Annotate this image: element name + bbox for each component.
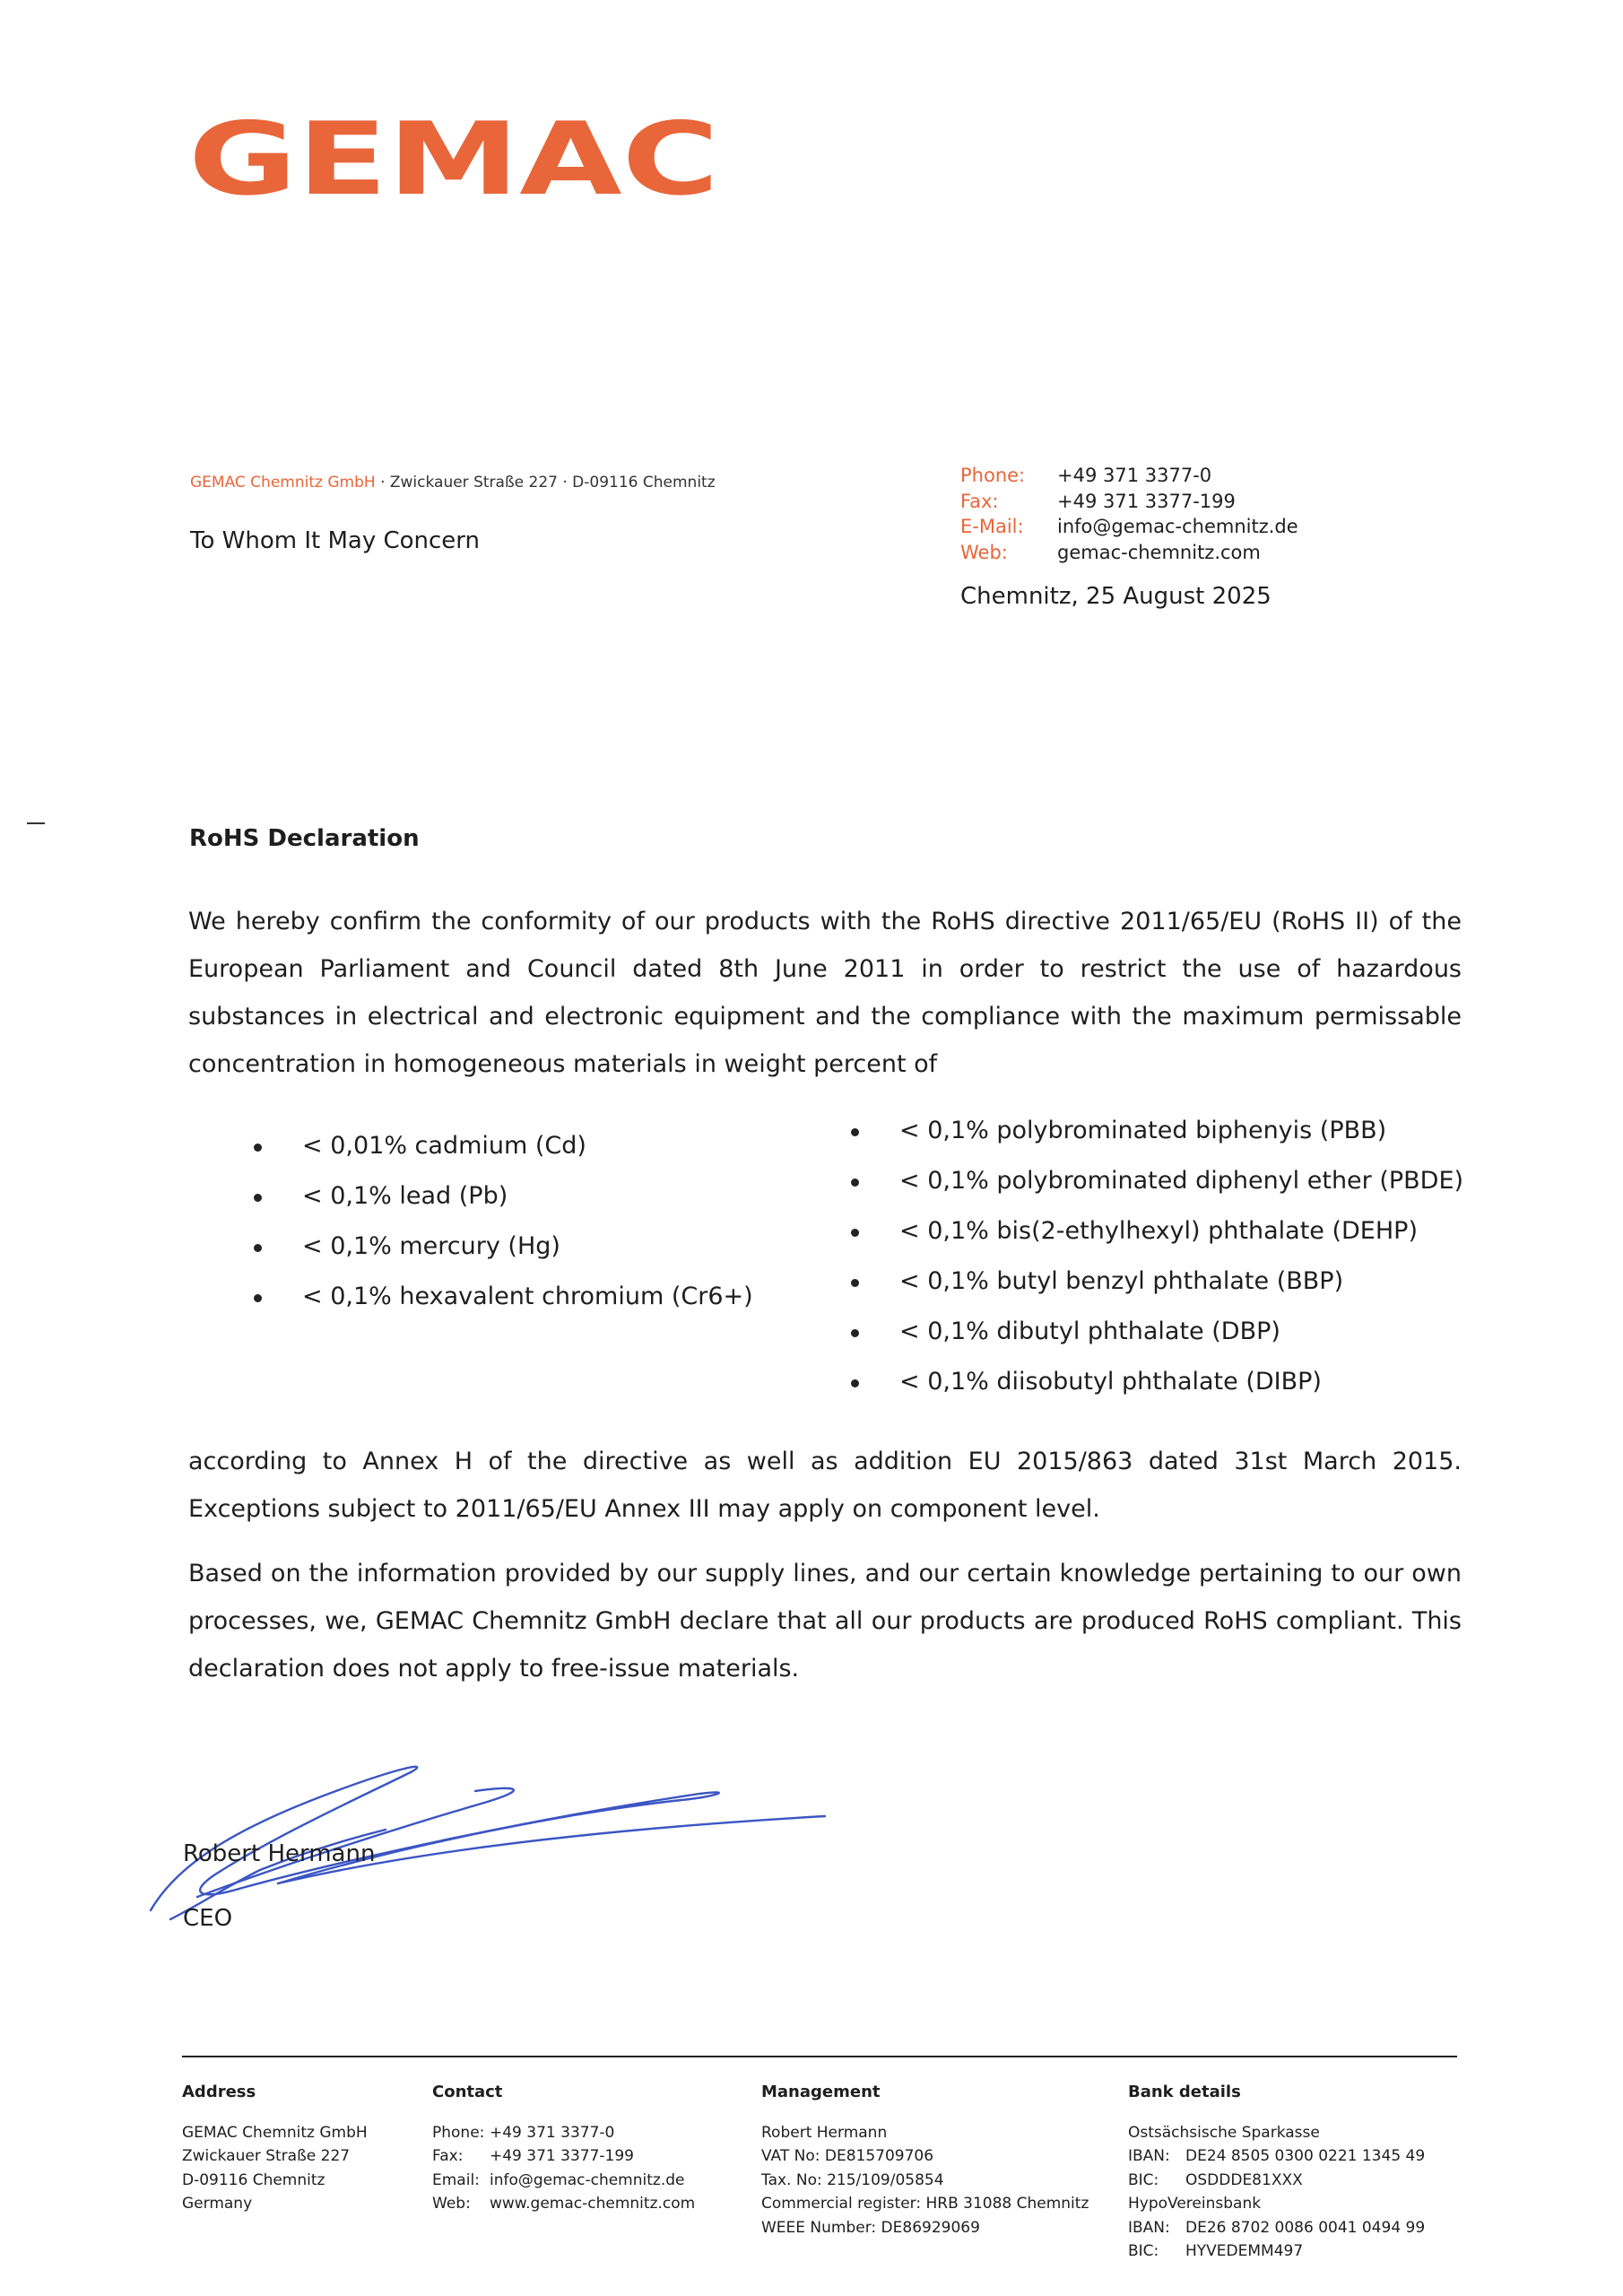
contact-row-email bbox=[960, 514, 1298, 540]
substance-list-right bbox=[899, 1106, 1463, 1407]
list-item: < 0,1% mercury (Hg) bbox=[302, 1222, 753, 1272]
list-item: < 0,1% polybrominated diphenyl ether (PBDE) bbox=[899, 1156, 1463, 1206]
footer-key: Email: bbox=[432, 2170, 480, 2189]
contact-row-web bbox=[960, 540, 1298, 566]
body-paragraph-2: according to Annex H of the directive as well as addition EU 2015/863 dated 31st March 2015. Exceptions subject to 2011/65/EU Annex III may apply on component level. bbox=[188, 1448, 1462, 1523]
footer-line: Robert Hermann bbox=[761, 2123, 888, 2142]
recipient: To Whom It May Concern bbox=[190, 527, 481, 554]
footer-line: GEMAC Chemnitz GmbH bbox=[182, 2123, 368, 2142]
list-item: < 0,1% bis(2-ethylhexyl) phthalate (DEHP) bbox=[899, 1206, 1463, 1257]
list-item: < 0,1% polybrominated biphenyis (PBB) bbox=[899, 1106, 1463, 1156]
sender-company: GEMAC Chemnitz GmbH bbox=[190, 474, 376, 491]
contact-block bbox=[960, 463, 1298, 565]
footer-value: HYVEDEMM497 bbox=[1185, 2242, 1304, 2260]
contact-value: info@gemac-chemnitz.de bbox=[1057, 516, 1298, 537]
footer-address bbox=[182, 2081, 368, 2216]
footer-key: IBAN: bbox=[1128, 2218, 1170, 2237]
sender-address: · Zwickauer Straße 227 · D-09116 Chemnitz bbox=[380, 474, 716, 491]
list-item: < 0,1% hexavalent chromium (Cr6+) bbox=[302, 1272, 753, 1322]
contact-label: Fax: bbox=[960, 490, 999, 512]
signer-title: CEO bbox=[183, 1905, 233, 1932]
body-paragraph-1: We hereby confirm the conformity of our products with the RoHS directive 2011/65/EU (RoHS II) of the European Parliament and Council dated 8th June 2011 in order to restrict the use of hazardous substances in electrical and electronic equipment and the compliance with the maximum permissable concentration in homogeneous materials in weight percent of bbox=[188, 908, 1462, 1078]
body-paragraph-3: Based on the information provided by our supply lines, and our certain knowledge pertaining to our own processes, we, GEMAC Chemnitz GmbH declare that all our products are produced RoHS compliant. This declaration does not apply to free-issue materials. bbox=[188, 1560, 1462, 1683]
list-item: < 0,1% butyl benzyl phthalate (BBP) bbox=[899, 1257, 1463, 1307]
footer-line bbox=[1128, 2144, 1425, 2169]
contact-value: +49 371 3377-199 bbox=[1057, 490, 1236, 512]
contact-label: E-Mail: bbox=[960, 516, 1024, 537]
footer-value: DE26 8702 0086 0041 0494 99 bbox=[1185, 2218, 1426, 2237]
letter-date: Chemnitz, 25 August 2025 bbox=[960, 583, 1271, 610]
footer-key: Fax: bbox=[432, 2147, 464, 2165]
footer-key: BIC: bbox=[1128, 2242, 1159, 2260]
list-item: < 0,01% cadmium (Cd) bbox=[302, 1121, 753, 1171]
footer-value: +49 371 3377-0 bbox=[490, 2123, 615, 2142]
list-item: < 0,1% dibutyl phthalate (DBP) bbox=[899, 1307, 1463, 1357]
footer-line: VAT No: DE815709706 bbox=[761, 2147, 934, 2165]
footer-divider bbox=[182, 2056, 1457, 2057]
footer-value: www.gemac-chemnitz.com bbox=[490, 2195, 696, 2213]
footer-heading: Contact bbox=[432, 2083, 503, 2101]
substance-list-left bbox=[302, 1121, 753, 1322]
footer-line bbox=[432, 2121, 695, 2145]
contact-label: Web: bbox=[960, 541, 1008, 563]
footer-heading: Management bbox=[761, 2083, 881, 2101]
footer-key: BIC: bbox=[1128, 2170, 1159, 2189]
signer-name: Robert Hermann bbox=[183, 1840, 376, 1867]
footer-line bbox=[432, 2192, 695, 2216]
subject-heading: RoHS Declaration bbox=[189, 825, 420, 852]
footer-line: Tax. No: 215/109/05854 bbox=[761, 2170, 944, 2189]
contact-label: Phone: bbox=[960, 465, 1026, 486]
handwritten-signature bbox=[143, 1726, 843, 1924]
fold-mark bbox=[27, 822, 45, 824]
contact-value: +49 371 3377-0 bbox=[1057, 465, 1212, 486]
footer-line: Germany bbox=[182, 2195, 253, 2213]
footer-value: OSDDDE81XXX bbox=[1185, 2170, 1303, 2189]
contact-value: gemac-chemnitz.com bbox=[1057, 541, 1261, 563]
footer-line bbox=[432, 2169, 695, 2193]
footer-line bbox=[1128, 2239, 1425, 2264]
gemac-logo bbox=[188, 117, 726, 206]
footer-management bbox=[761, 2081, 1089, 2239]
footer-key: Web: bbox=[432, 2195, 471, 2213]
footer-line bbox=[1128, 2192, 1425, 2216]
footer-line: WEEE Number: DE86929069 bbox=[761, 2218, 980, 2237]
footer-heading: Address bbox=[182, 2083, 256, 2101]
footer-heading: Bank details bbox=[1128, 2083, 1241, 2101]
footer-line bbox=[1128, 2121, 1425, 2145]
footer-line: Commercial register: HRB 31088 Chemnitz bbox=[761, 2195, 1089, 2213]
footer-key: IBAN: bbox=[1128, 2147, 1170, 2165]
footer-line bbox=[432, 2144, 695, 2169]
footer-value: +49 371 3377-199 bbox=[490, 2147, 634, 2165]
footer-line: Zwickauer Straße 227 bbox=[182, 2147, 351, 2165]
contact-row-fax bbox=[960, 489, 1298, 515]
list-item: < 0,1% diisobutyl phthalate (DIBP) bbox=[899, 1357, 1463, 1407]
footer-line: D-09116 Chemnitz bbox=[182, 2170, 325, 2189]
footer-value: info@gemac-chemnitz.de bbox=[490, 2170, 685, 2189]
list-item: < 0,1% lead (Pb) bbox=[302, 1171, 753, 1222]
footer-contact bbox=[432, 2081, 695, 2216]
footer-line bbox=[1128, 2216, 1425, 2240]
footer-value: Ostsächsische Sparkasse bbox=[1128, 2123, 1320, 2142]
footer-bank bbox=[1128, 2081, 1425, 2264]
footer-key: Phone: bbox=[432, 2123, 485, 2142]
footer-value: DE24 8505 0300 0221 1345 49 bbox=[1185, 2147, 1426, 2165]
footer-line bbox=[1128, 2169, 1425, 2193]
footer-value: HypoVereinsbank bbox=[1128, 2195, 1262, 2213]
contact-row-phone bbox=[960, 463, 1298, 489]
sender-line bbox=[190, 474, 716, 491]
logo-text: GEMAC bbox=[188, 117, 719, 206]
